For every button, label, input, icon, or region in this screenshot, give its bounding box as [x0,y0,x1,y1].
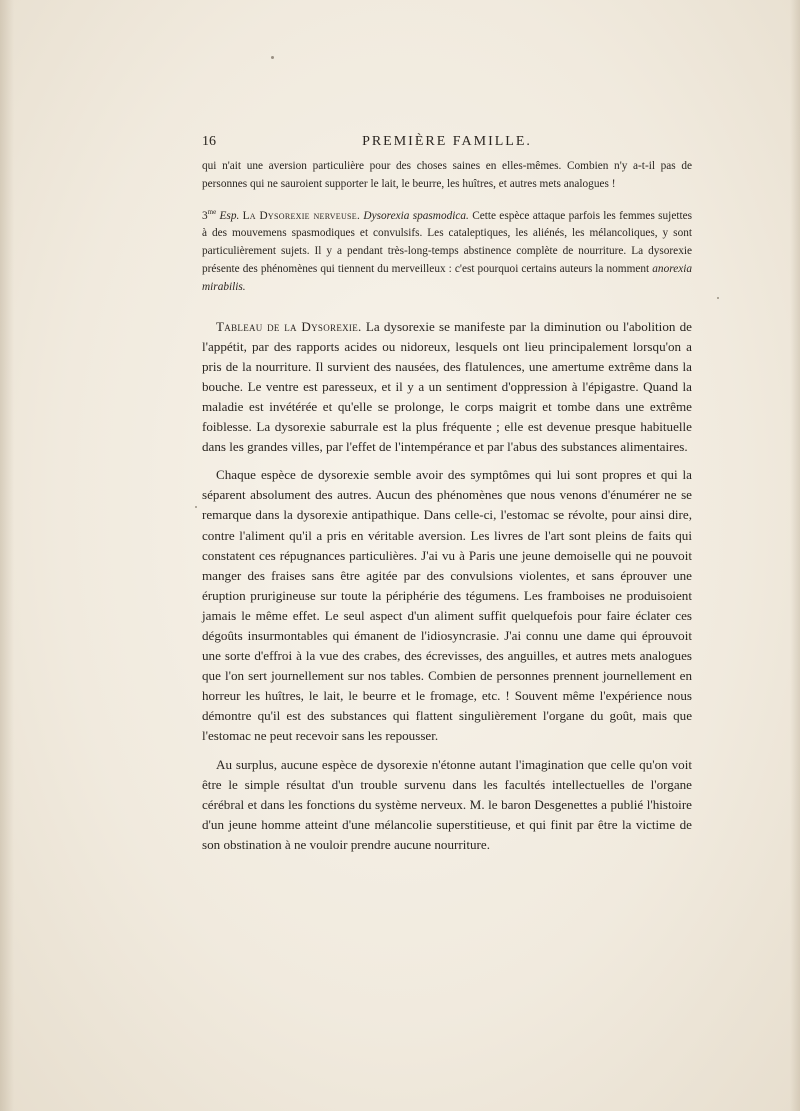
species-3-paragraph [202,208,692,297]
species-number: 3 [202,209,208,222]
page-header [202,128,692,154]
continuation-paragraph: qui n'ait une aversion particulière pour des choses saines en elles-mêmes. Combien n'y a-t-il pas de personnes qui ne sauroient supporter le lait, le beurre, les huîtres, et autres mets analogues ! [202,160,692,190]
paper-speck [717,297,719,299]
page-text-block [202,128,692,855]
species-title: La Dysorexie nerveuse. [242,209,361,222]
species-number-suffix: me [207,207,217,216]
paper-speck [271,56,274,59]
tableau-title: Tableau de la Dysorexie. [216,318,362,334]
tableau-body: La dysorexie se manifeste par la diminution ou l'abolition de l'appétit, par des rapports acides ou nidoreux, lesquels ont lieu principalement lorsqu'on a pris de la nourriture. Il survient des nausées, des flatulences, une amertume extrême dans la bouche. Le ventre est paresseux, et il y a un sentiment d'oppression à l'épigastre. Quand la maladie est invétérée et qu'elle se prolonge, le corps maigrit et tombe dans une extrême foiblesse. La dysorexie saburrale est la plus fréquente ; elle est devenue presque habituelle dans les grandes villes, par l'effet de l'intempérance et par l'abus des substances alimentaires. [202,318,692,455]
species-esp-label: Esp. [219,209,240,222]
tableau-paragraph [202,317,692,458]
page-edge-shadow-right [790,0,800,1111]
running-head: PREMIÈRE FAMILLE. [362,134,532,149]
paper-speck [195,506,197,508]
body-paragraph-nerveuse: Au surplus, aucune espèce de dysorexie n'étonne autant l'imagination que celle qu'on voit être le simple résultat d'un trouble survenu dans les facultés intellectuelles de l'organe cérébral et dans les fonctions du système nerveux. M. le baron Desgenettes a publié l'histoire d'un jeune homme atteint d'une mélancolie superstitieuse, et qui finit par être la victime de son obstination à ne vouloir prendre aucune nourriture. [202,756,692,852]
species-body: Cette espèce attaque parfois les femmes sujettes à des mouvemens spasmodiques et convulsifs. Les cataleptiques, les aliénés, les mélancoliques, y sont particulièrement sujets. Il y a pendant très-long-temps abstinence complète de nourriture. La dysorexie présente des phénomènes qui tiennent du merveilleux : c'est pourquoi certains auteurs la nomment [202,209,693,275]
page-number: 16 [202,134,216,149]
species-latin-end: anorexia mirabilis. [202,262,693,293]
body-paragraph-antipathique: Chaque espèce de dysorexie semble avoir des symptômes qui lui sont propres et qui la séparent absolument des autres. Aucun des phénomènes que nous venons d'énumérer ne se remarque dans la dysorexie antipathique. Dans celle-ci, l'estomac se révolte, pour ainsi dire, contre l'aliment qu'il a pris en véritable aversion. Les livres de l'art sont pleins de faits qui constatent ces répugnances particulières. J'ai vu à Paris une jeune demoiselle qui ne pouvoit manger des fraises sans être agitée par des convulsions violentes, et sans éprouver une éruption prurigineuse sur toute la périphérie des tégumens. Les framboises ne produisoient jamais le même effet. Le seul aspect d'un aliment suffit quelquefois pour faire éclater ces dégoûts insurmontables qui émanent de l'idiosyncrasie. J'ai connu une dame qui éprouvoit une sorte d'effroi à la vue des crabes, des écrevisses, des anguilles, et autres mets analogues que l'on sert journellement sur nos tables. Combien de personnes prennent journellement en horreur les huîtres, le lait, le beurre et le fromage, etc. ! Souvent même l'expérience nous démontre qu'il est des substances qui flattent singulièrement l'organe du goût, mais que l'estomac ne peut recevoir sans les repousser. [202,467,692,744]
page-edge-shadow-left [0,0,14,1111]
species-latin-name: Dysorexia spasmodica. [363,209,469,222]
